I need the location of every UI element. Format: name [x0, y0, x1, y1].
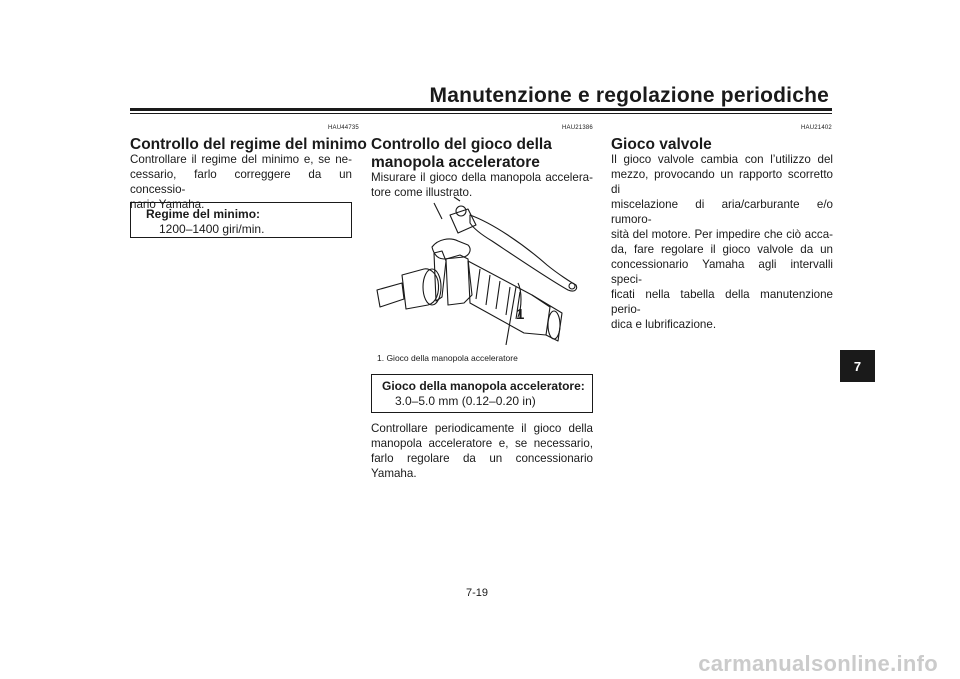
figure-callout-label: 1	[516, 306, 525, 323]
paragraph-valve-clearance	[611, 152, 833, 332]
spec-box-throttle	[371, 374, 593, 413]
spec-value: 1200–1400 giri/min.	[159, 222, 265, 236]
paragraph-line: sità del motore. Per impedire che ciò acca-	[611, 228, 833, 241]
paragraph-line: mezzo, provocando un rapporto scorretto di	[611, 168, 833, 196]
paragraph-line: dica e lubrificazione.	[611, 318, 717, 331]
section-code-valves: HAU21402	[801, 125, 832, 131]
paragraph-line: concessionario Yamaha agli intervalli speci-	[611, 258, 833, 286]
spec-label: Regime del minimo:	[146, 207, 261, 221]
paragraph-line: tore come illustrato.	[371, 186, 473, 199]
heading-idle-speed: Controllo del regime del minimo	[130, 136, 367, 153]
figure-caption: 1. Gioco della manopola acceleratore	[377, 353, 518, 363]
spec-box-idle	[130, 202, 352, 238]
spec-value: 3.0–5.0 mm (0.12–0.20 in)	[395, 394, 536, 408]
paragraph-line: da, fare regolare il gioco valvole da un	[611, 243, 833, 256]
heading-line: Controllo del gioco della	[371, 136, 552, 153]
paragraph-line: miscelazione di aria/carburante e/o rumoro-	[611, 198, 833, 226]
paragraph-line: Misurare il gioco della manopola accelera-	[371, 171, 593, 184]
section-code-throttle: HAU21386	[562, 125, 593, 131]
page-header-title: Manutenzione e regolazione periodiche	[429, 84, 829, 107]
watermark: carmanualsonline.info	[698, 651, 938, 676]
paragraph-line: cessario, farlo correggere da un concessio-	[130, 168, 352, 196]
throttle-grip-illustration	[372, 195, 596, 345]
heading-line: manopola acceleratore	[371, 154, 540, 171]
paragraph-line: Controllare il regime del minimo e, se ne-	[130, 153, 352, 166]
paragraph-line: nario Yamaha.	[130, 198, 205, 211]
paragraph-throttle-check	[371, 421, 593, 481]
chapter-tab: 7	[840, 350, 875, 382]
paragraph-line: Controllare periodicamente il gioco della	[371, 422, 593, 435]
heading-throttle-grip	[371, 136, 552, 172]
spec-label: Gioco della manopola acceleratore:	[382, 379, 585, 393]
heading-valve-clearance: Gioco valvole	[611, 136, 712, 153]
paragraph-line: Il gioco valvole cambia con l’utilizzo del	[611, 153, 833, 166]
section-code-idle: HAU44735	[328, 125, 359, 131]
paragraph-line: Yamaha.	[371, 467, 417, 480]
header-rule-thick	[130, 108, 832, 111]
page-number: 7-19	[466, 587, 489, 599]
header-rule-thin	[130, 113, 832, 114]
paragraph-line: manopola acceleratore e, se necessario,	[371, 437, 593, 450]
paragraph-line: ficati nella tabella della manutenzione perio-	[611, 288, 833, 316]
paragraph-line: farlo regolare da un concessionario	[371, 452, 593, 465]
